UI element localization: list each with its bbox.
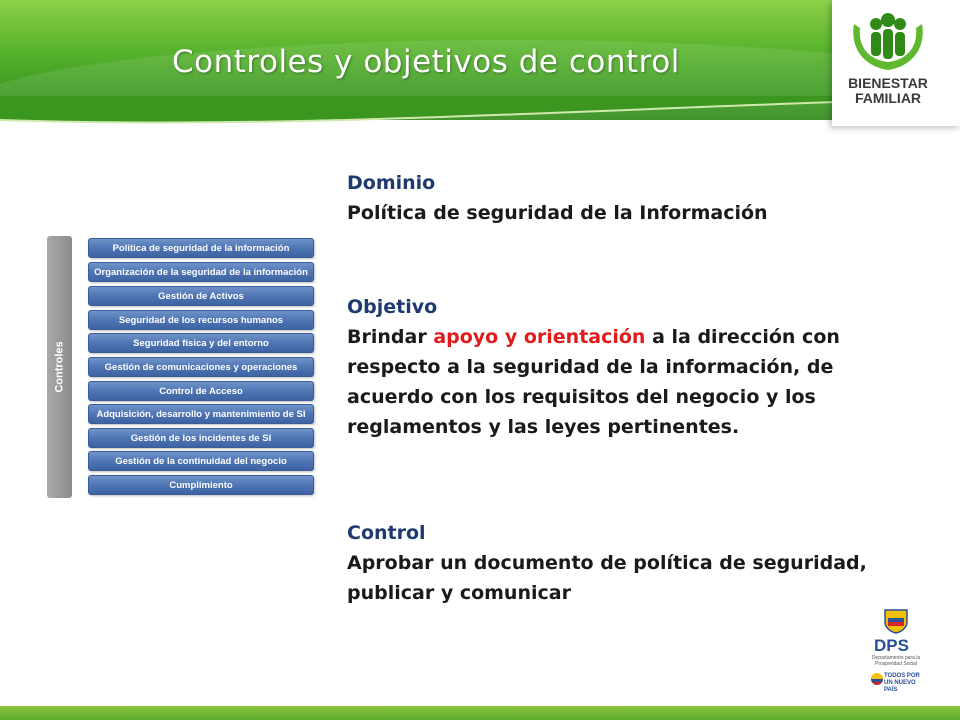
dominio-text: Política de seguridad de la Información — [347, 202, 768, 224]
control-item: Cumplimiento — [88, 475, 314, 495]
control-item: Organización de la seguridad de la información — [88, 262, 314, 282]
controls-label-text: Controles — [53, 341, 66, 393]
dominio-heading: Dominio — [347, 172, 436, 194]
nuevo-pais-text: TODOS POR UN NUEVO PAÍS — [884, 673, 920, 693]
control-item: Seguridad de los recursos humanos — [88, 310, 314, 330]
objetivo-text — [347, 322, 877, 442]
control-item: Política de seguridad de la información — [88, 238, 314, 258]
objetivo-text-after: a la dirección con respecto a la seguridad de la información, de acuerdo con los requisitos del negocio y los reglamentos y las leyes pertinentes. — [347, 326, 840, 438]
objetivo-heading: Objetivo — [347, 296, 438, 318]
control-item: Gestión de Activos — [88, 286, 314, 306]
colombia-shield-icon — [881, 608, 911, 634]
slide-title: Controles y objetivos de control — [172, 44, 680, 80]
family-hands-icon — [832, 10, 944, 80]
control-item: Control de Acceso — [88, 381, 314, 401]
dominio-section — [347, 168, 877, 228]
control-section — [347, 518, 877, 608]
control-item: Gestión de los incidentes de SI — [88, 428, 314, 448]
control-heading: Control — [347, 522, 426, 544]
control-item: Gestión de la continuidad del negocio — [88, 451, 314, 471]
logo-line-1: BIENESTAR — [848, 75, 928, 91]
footer-stripe — [0, 706, 960, 720]
control-item: Adquisición, desarrollo y mantenimiento de SI — [88, 404, 314, 424]
objetivo-highlight: apoyo y orientación — [433, 326, 646, 348]
header-curve — [0, 96, 960, 136]
control-item: Gestión de comunicaciones y operaciones — [88, 357, 314, 377]
bienestar-familiar-logo — [832, 0, 960, 126]
nuevo-pais-icon — [870, 672, 884, 686]
control-item: Seguridad física y del entorno — [88, 333, 314, 353]
dps-logo-text: DPS — [874, 636, 909, 655]
dps-logo-subtitle: Departamento para la Prosperidad Social — [871, 655, 921, 667]
objetivo-section — [347, 292, 877, 442]
control-text: Aprobar un documento de política de seguridad, publicar y comunicar — [347, 552, 867, 604]
objetivo-text-before: Brindar — [347, 326, 434, 348]
logo-line-2: FAMILIAR — [854, 90, 922, 106]
controls-label — [47, 236, 72, 498]
